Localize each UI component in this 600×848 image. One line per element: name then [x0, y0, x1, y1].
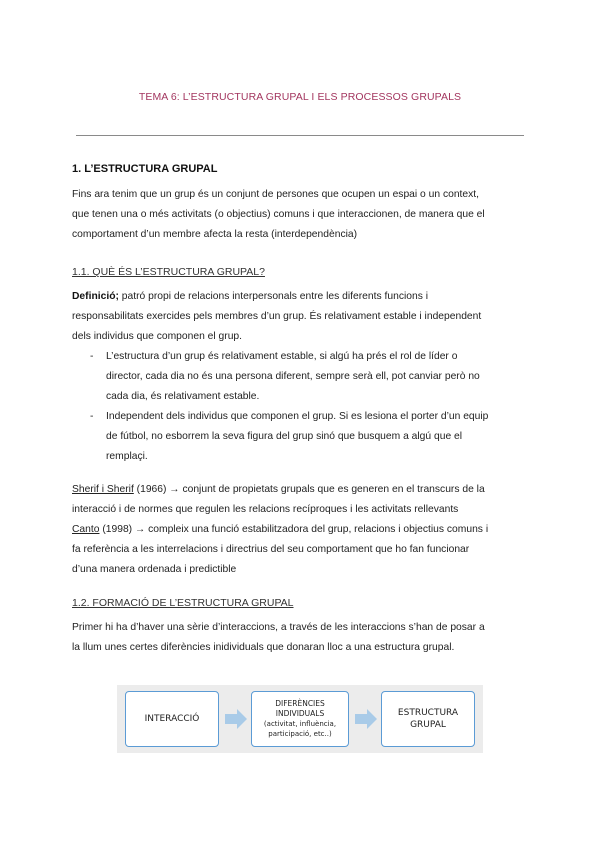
box-differences-line-2: INDIVIDUALS: [275, 709, 325, 718]
formation-line-2: la llum unes certes diferències inidividuals que donaran lloc a una estructura grupal.: [72, 642, 455, 653]
title-divider: [76, 135, 524, 136]
definition-block: [72, 287, 528, 467]
box-structure-line-2: GRUPAL: [410, 720, 446, 730]
sherif-author: Sherif i Sherif: [72, 484, 134, 495]
bullet-1-line-2: director, cada dia no és una persona diferent, sempre serà ell, pot canviar però no: [106, 371, 480, 382]
section-1-1: [72, 266, 528, 278]
section-1-2: [72, 597, 528, 609]
section-1-heading: 1. L’ESTRUCTURA GRUPAL: [72, 163, 218, 175]
canto-text-1: (1998) → compleix una funció estabilitzadora del grup, relacions i objectius comuns i: [99, 524, 489, 535]
arrow-right-icon: [225, 709, 247, 729]
bullet-2-line-2: de fútbol, no esborrem la seva figura del grup sinó que busquem a algú que el: [106, 431, 463, 442]
section-1-2-heading: 1.2. FORMACIÓ DE L’ESTRUCTURA GRUPAL: [72, 597, 294, 609]
intro-line-1: Fins ara tenim que un grup és un conjunt de persones que ocupen un espai o un context,: [72, 189, 480, 200]
arrow-right-icon: [355, 709, 377, 729]
section-1-2-text: [72, 618, 528, 658]
sherif-text-1: (1966) → conjunt de propietats grupals que es generen en el transcurs de la: [133, 484, 485, 495]
bullet-2-line-1: Independent dels individus que componen el grup. Si es lesiona el porter d’un equip: [106, 411, 489, 422]
bullet-1-line-3: cada dia, és relativament estable.: [106, 391, 260, 402]
document-title: TEMA 6: L’ESTRUCTURA GRUPAL I ELS PROCESSOS GRUPALS: [138, 91, 462, 103]
diagram-box-structure: [381, 691, 475, 747]
bullet-1-line-1: L’estructura d’un grup és relativament estable, si algú ha prés el rol de líder o: [106, 351, 458, 362]
process-diagram: [117, 685, 483, 753]
box-differences-line-3: (activitat, influència,: [263, 720, 337, 728]
box-interaction-label: INTERACCIÓ: [144, 714, 200, 724]
intro-line-2: que tenen una o més activitats (o objectius) comuns i que interaccionen, de manera que el: [72, 209, 485, 220]
diagram-box-differences: [251, 691, 349, 747]
definition-text-1: patró propi de relacions interpersonals entre les diferents funcions i: [118, 291, 428, 302]
bullet-item-stable: [72, 347, 528, 407]
bullet-item-independent: [72, 407, 528, 467]
bullet-dash: -: [90, 411, 94, 422]
formation-line-1: Primer hi ha d’haver una sèrie d’interaccions, a través de les interaccions s’han de posar a: [72, 622, 485, 633]
canto-line-3: d’una manera ordenada i predictible: [72, 564, 237, 575]
box-differences-line-1: DIFERÈNCIES: [275, 699, 325, 708]
diagram-box-interaction: [125, 691, 219, 747]
section-1-1-heading: 1.1. QUÈ ÉS L’ESTRUCTURA GRUPAL?: [72, 266, 265, 278]
intro-line-3: comportament d’un membre afecta la resta (interdependència): [72, 229, 358, 240]
canto-line-1: [72, 520, 528, 540]
definition-bullets: [72, 347, 528, 467]
citations-block: [72, 480, 528, 580]
section-1: [72, 163, 528, 175]
bullet-dash: -: [90, 351, 94, 362]
section-1-intro: [72, 185, 528, 245]
sherif-line-2: interacció i de normes que regulen les relacions recíproques i les activitats rellevants: [72, 504, 459, 515]
sherif-line-1: [72, 480, 528, 500]
definition-label: Definició;: [72, 291, 119, 302]
box-differences-line-4: participació, etc..): [268, 730, 332, 738]
canto-author: Canto: [72, 524, 100, 535]
definition-line-2: responsabilitats exercides pels membres d’un grup. És relativament estable i independent: [72, 311, 482, 322]
definition-line-1: [72, 287, 528, 307]
canto-line-2: fa referència a les interrelacions i directrius del seu comportament que ho fan funcionar: [72, 544, 470, 555]
definition-line-3: dels individus que componen el grup.: [72, 331, 243, 342]
box-structure-line-1: ESTRUCTURA: [397, 708, 459, 718]
bullet-2-line-3: remplaçi.: [106, 451, 148, 462]
